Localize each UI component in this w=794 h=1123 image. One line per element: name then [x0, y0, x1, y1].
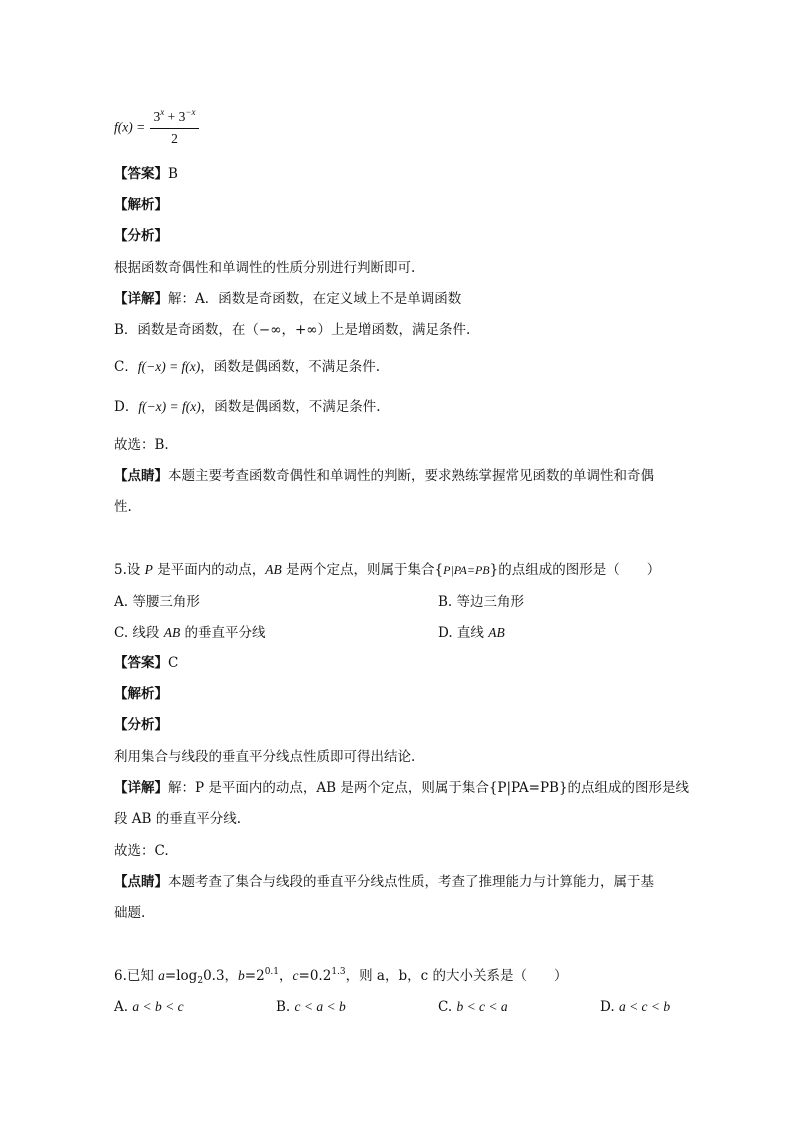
q5-fenxi-heading: 【分析】 [114, 717, 168, 733]
q5-choose: 故选：C. [114, 843, 169, 859]
q5-option-c: C. 线段 AB 的垂直平分线 [114, 625, 266, 641]
q6-option-d: D. a < c < b [600, 999, 671, 1015]
q5-analysis-heading: 【解析】 [114, 686, 168, 702]
q4-answer: 【答案】B [114, 166, 178, 182]
q5-answer: 【答案】C [114, 655, 179, 671]
q4-fenxi-text: 根据函数奇偶性和单调性的性质分别进行判断即可. [114, 260, 416, 276]
q4-choose: 故选：B. [114, 437, 169, 453]
q4-detail-b: B．函数是奇函数，在（−∞，+∞）上是增函数，满足条件. [114, 322, 471, 338]
formula-top [114, 108, 199, 148]
q5-fenxi-text: 利用集合与线段的垂直平分线点性质即可得出结论. [114, 749, 416, 765]
q6-stem: 6.已知 $a=\log_20.3$，$b=2^{0.1}$，$c=0.2^{1.3}$，则 a，b，c 的大小关系是（ ） [114, 967, 568, 986]
q5-detail-2: 段 AB 的垂直平分线. [114, 811, 242, 827]
q5-dianjing-1: 【点睛】本题考查了集合与线段的垂直平分线点性质，考查了推理能力与计算能力，属于基 [114, 874, 654, 890]
fraction-denominator: 2 [171, 131, 178, 146]
q4-analysis-heading: 【解析】 [114, 197, 168, 213]
q4-dianjing-2: 性. [114, 499, 132, 515]
q6-option-c: C. b < c < a [438, 999, 508, 1015]
q5-dianjing-2: 础题. [114, 905, 146, 921]
q5-option-a: A. 等腰三角形 [114, 594, 200, 610]
q4-detail-a: 【详解】解：A．函数是奇函数，在定义域上不是单调函数 [114, 291, 462, 307]
q5-stem: 5.设 P 是平面内的动点，AB 是两个定点，则属于集合{P|PA=PB}的点组成的图形是（ ） [114, 562, 661, 578]
q5-detail-1: 【详解】解：P 是平面内的动点，AB 是两个定点，则属于集合{P|PA=PB}的点组成的图形是线 [114, 780, 690, 796]
fraction-numerator: $3^x + 3^{-x}$ [150, 108, 200, 129]
q4-fenxi-heading: 【分析】 [114, 228, 168, 244]
q4-detail-d: D．f(−x) = f(x)，函数是偶函数，不满足条件. [114, 399, 381, 415]
q4-dianjing-1: 【点睛】本题主要考查函数奇偶性和单调性的判断，要求熟练掌握常见函数的单调性和奇偶 [114, 468, 654, 484]
q6-option-b: B. c < a < b [276, 999, 346, 1015]
formula-lhs: f(x) = [114, 119, 146, 135]
q4-detail-c: C．f(−x) = f(x)，函数是偶函数，不满足条件. [114, 359, 381, 375]
q5-option-b: B. 等边三角形 [438, 594, 525, 610]
formula-fraction [150, 108, 200, 148]
q6-option-a: A. a < b < c [114, 999, 184, 1015]
q5-option-d: D. 直线 AB [438, 625, 505, 641]
